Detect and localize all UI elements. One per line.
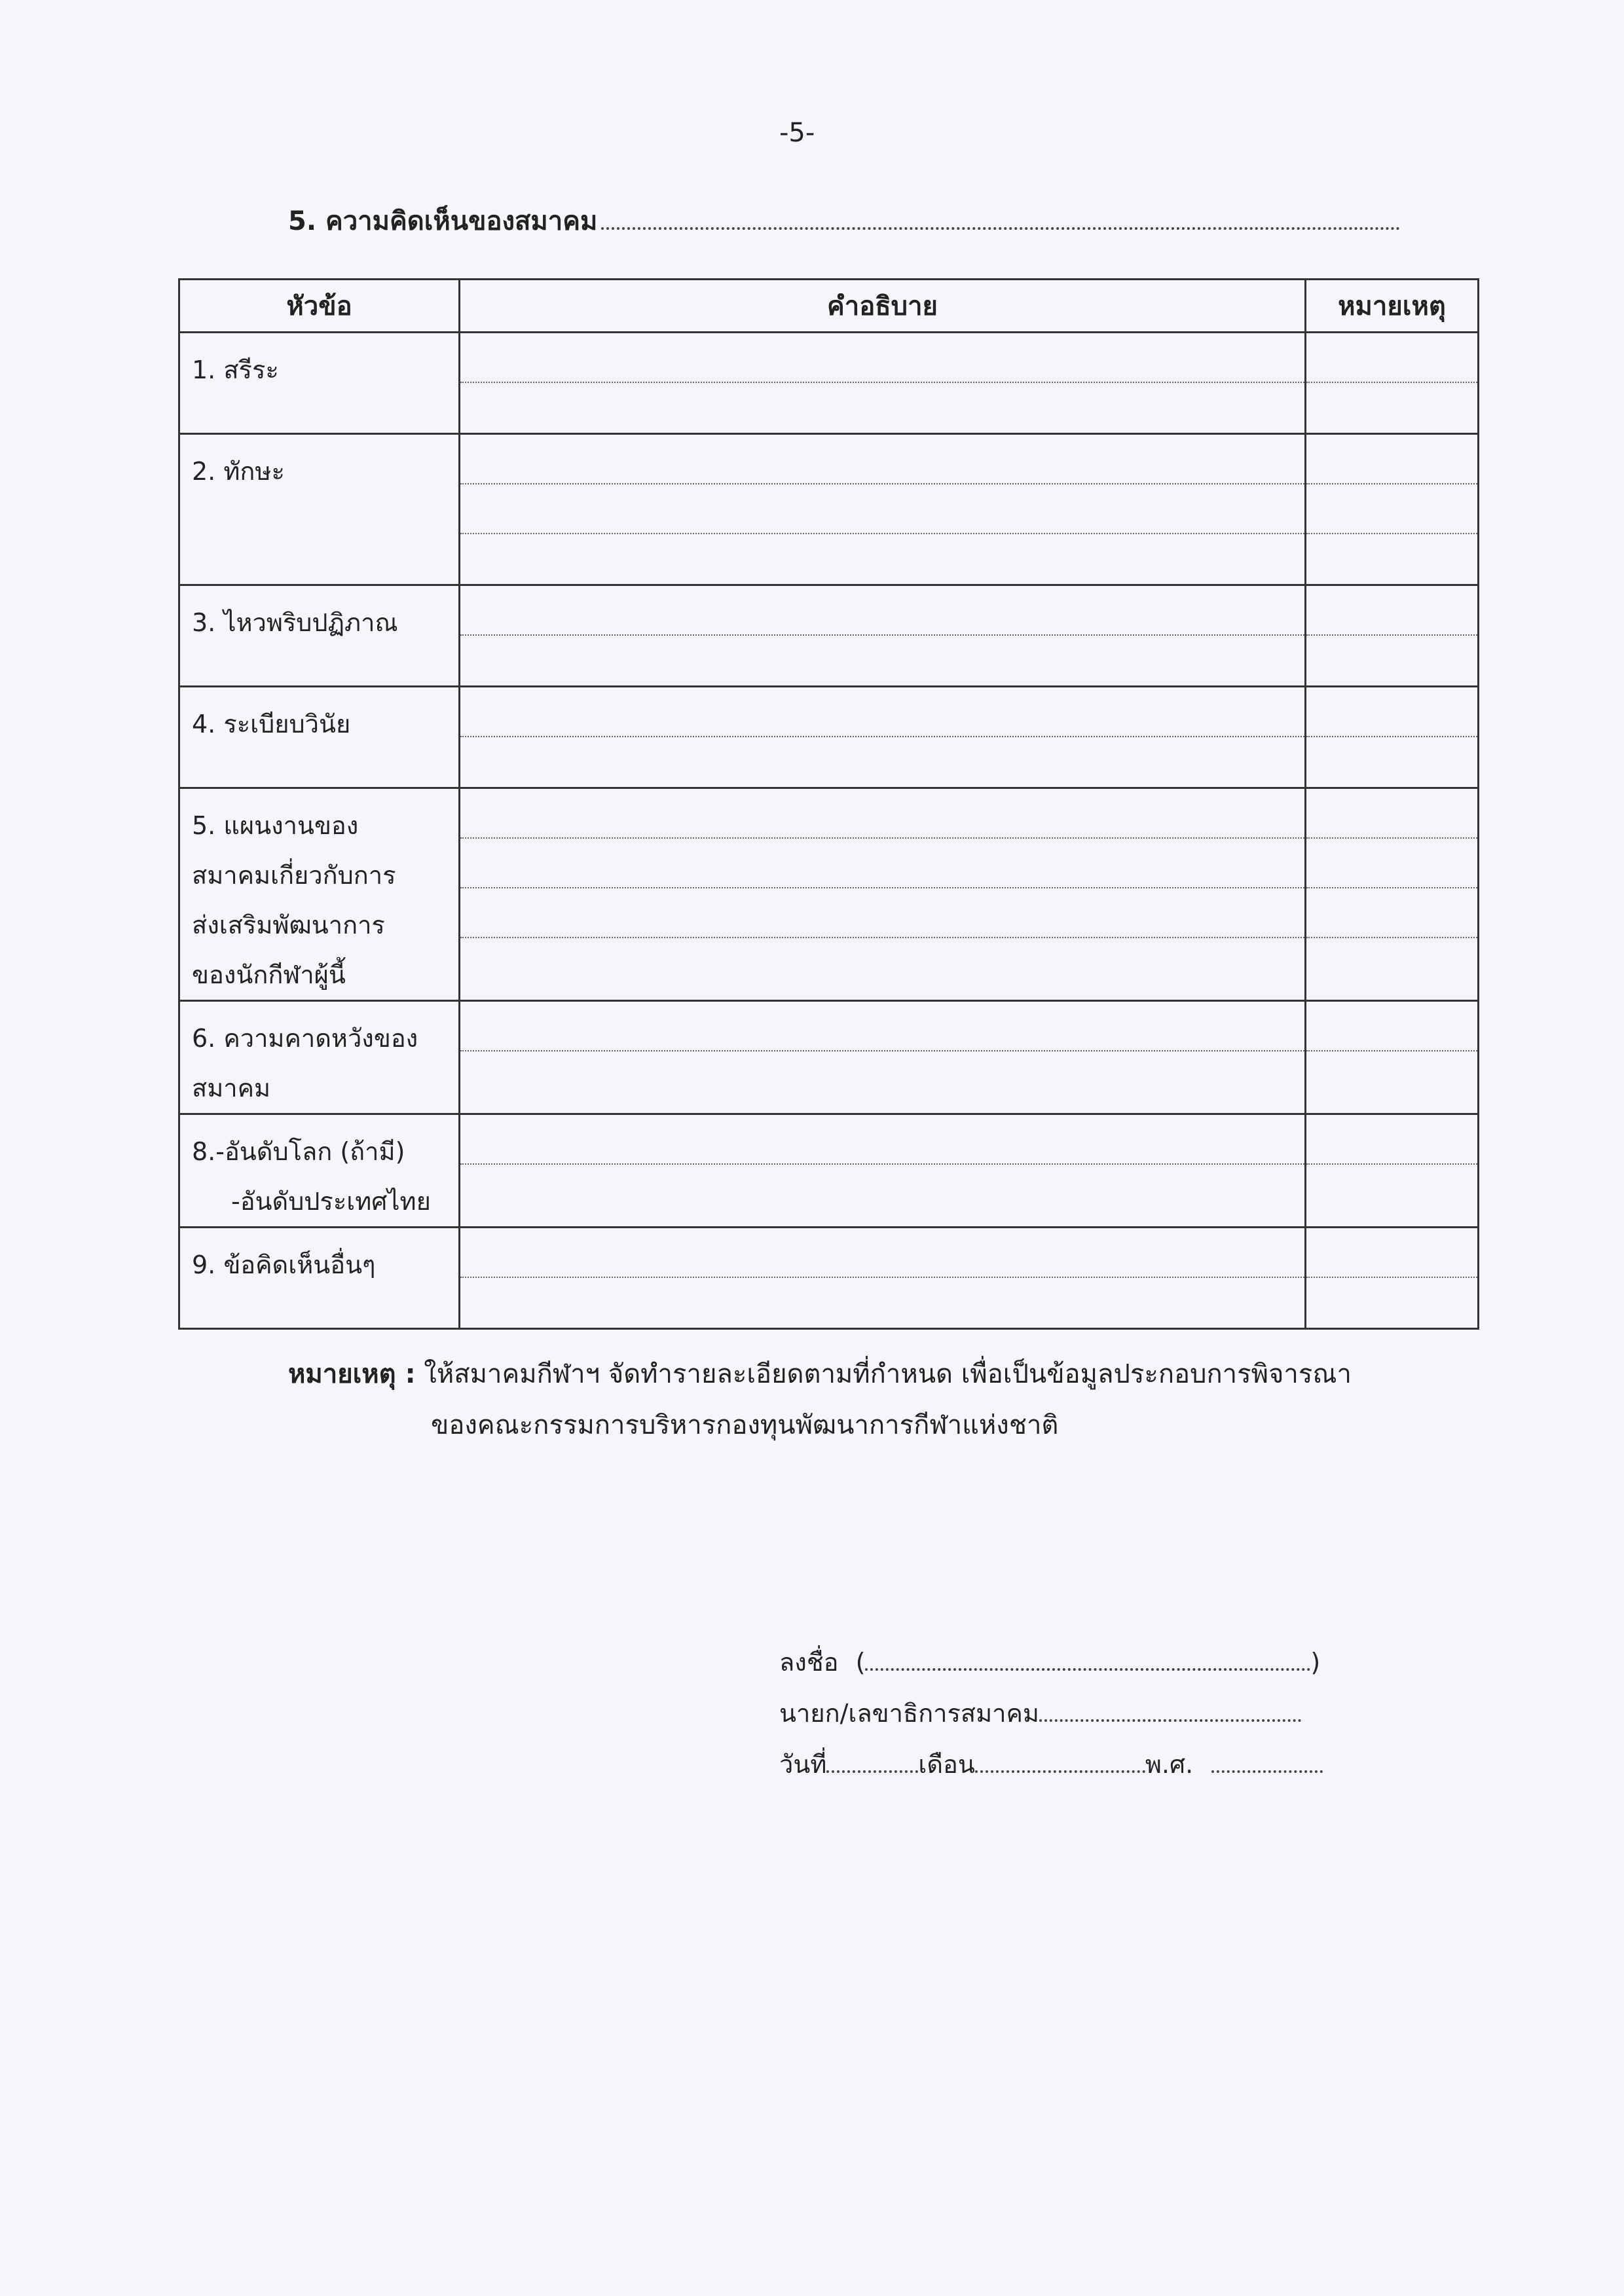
header-description: คำอธิบาย [460,280,1306,333]
date-label: วันที่ [779,1750,827,1779]
writing-line[interactable] [1306,636,1477,685]
day-field[interactable] [826,1751,918,1773]
footnote-line-1: ให้สมาคมกีฬาฯ จัดทำรายละเอียดตามที่กำหนด เพื่อเป็นข้อมูลประกอบการพิจารณา [424,1359,1352,1389]
heading-fill-line[interactable] [601,205,1400,230]
description-cell[interactable] [460,585,1306,687]
remark-cell[interactable] [1306,434,1479,585]
date-row [779,1739,1323,1790]
month-field[interactable] [975,1751,1145,1773]
writing-line[interactable] [1306,383,1477,433]
table-row [179,1001,1479,1114]
association-name-field[interactable] [1039,1700,1301,1722]
writing-line[interactable] [460,938,1304,988]
topic-line: 4. ระเบียบวินัย [192,710,351,738]
topic-line: 1. สรีระ [192,355,279,384]
remark-cell[interactable] [1306,1114,1479,1228]
writing-line[interactable] [460,839,1304,888]
table-row [179,434,1479,585]
writing-line[interactable] [460,789,1304,839]
sign-label: ลงชื่อ [779,1648,839,1677]
writing-line[interactable] [1306,687,1477,737]
topic-line: 6. ความคาดหวังของ [192,1024,418,1053]
writing-line[interactable] [460,333,1304,383]
remark-cell[interactable] [1306,333,1479,434]
footnote-line-2: ของคณะกรรมการบริหารกองทุนพัฒนาการกีฬาแห่งชาติ [431,1410,1059,1440]
close-paren: ) [1310,1648,1321,1677]
writing-line[interactable] [460,1278,1304,1328]
writing-line[interactable] [1306,737,1477,787]
header-remark: หมายเหตุ [1306,280,1479,333]
writing-line[interactable] [460,687,1304,737]
writing-line[interactable] [1306,888,1477,938]
table-row [179,333,1479,434]
table-body [179,333,1479,1329]
signature-name-field[interactable] [865,1649,1310,1671]
topic-line: 8.-อันดับโลก (ถ้ามี) [192,1137,405,1166]
topic-line: 9. ข้อคิดเห็นอื่นๆ [192,1250,376,1279]
description-cell[interactable] [460,434,1306,585]
topic-line: ส่งเสริมพัฒนาการ [192,911,385,939]
table-row [179,788,1479,1001]
topic-cell [179,333,460,434]
assessment-table [178,278,1479,1330]
description-cell[interactable] [460,1228,1306,1329]
writing-line[interactable] [460,888,1304,938]
section-heading [288,200,1400,242]
signature-block [779,1637,1323,1790]
writing-line[interactable] [460,1228,1304,1278]
topic-line: -อันดับประเทศไทย [231,1187,431,1216]
remark-cell[interactable] [1306,788,1479,1001]
description-cell[interactable] [460,687,1306,788]
table-row [179,585,1479,687]
writing-line[interactable] [1306,534,1477,584]
topic-line: ของนักกีฬาผู้นี้ [192,960,346,989]
table-row [179,1228,1479,1329]
year-field[interactable] [1211,1751,1323,1773]
footnote [288,1349,1414,1451]
topic-line: 3. ไหวพริบปฏิภาณ [192,608,398,637]
position-label: นายก/เลขาธิการสมาคม [779,1699,1039,1728]
topic-line: 5. แผนงานของ [192,811,359,840]
writing-line[interactable] [1306,839,1477,888]
topic-cell [179,585,460,687]
topic-line: สมาคมเกี่ยวกับการ [192,861,396,890]
topic-cell [179,1228,460,1329]
position-row [779,1688,1323,1739]
topic-cell [179,1114,460,1228]
writing-line[interactable] [1306,586,1477,636]
footnote-label: หมายเหตุ : [288,1359,416,1389]
writing-line[interactable] [1306,435,1477,484]
writing-line[interactable] [1306,484,1477,534]
header-topic: หัวข้อ [179,280,460,333]
topic-cell [179,687,460,788]
description-cell[interactable] [460,1001,1306,1114]
table-row [179,687,1479,788]
writing-line[interactable] [1306,1165,1477,1214]
table-row [179,1114,1479,1228]
writing-line[interactable] [1306,1002,1477,1051]
writing-line[interactable] [460,586,1304,636]
writing-line[interactable] [460,383,1304,433]
writing-line[interactable] [460,636,1304,685]
writing-line[interactable] [1306,1051,1477,1101]
writing-line[interactable] [1306,1278,1477,1328]
month-label: เดือน [918,1750,975,1779]
writing-line[interactable] [460,435,1304,484]
remark-cell[interactable] [1306,1001,1479,1114]
topic-cell [179,788,460,1001]
topic-cell [179,1001,460,1114]
writing-line[interactable] [460,1165,1304,1214]
writing-line[interactable] [460,484,1304,534]
writing-line[interactable] [460,1051,1304,1101]
writing-line[interactable] [460,534,1304,584]
remark-cell[interactable] [1306,1228,1479,1329]
page-number: -5- [779,118,815,148]
writing-line[interactable] [1306,1228,1477,1278]
description-cell[interactable] [460,1114,1306,1228]
year-label: พ.ศ. [1145,1750,1194,1779]
signature-row [779,1637,1323,1688]
remark-cell[interactable] [1306,687,1479,788]
table-header-row [179,280,1479,333]
description-cell[interactable] [460,333,1306,434]
topic-line: 2. ทักษะ [192,457,285,486]
description-cell[interactable] [460,788,1306,1001]
section-heading-text: 5. ความคิดเห็นของสมาคม [288,206,598,236]
open-paren: ( [855,1648,866,1677]
writing-line[interactable] [1306,938,1477,988]
writing-line[interactable] [1306,1115,1477,1165]
writing-line[interactable] [460,737,1304,787]
writing-line[interactable] [460,1002,1304,1051]
writing-line[interactable] [1306,789,1477,839]
writing-line[interactable] [1306,333,1477,383]
remark-cell[interactable] [1306,585,1479,687]
topic-line: สมาคม [192,1074,271,1102]
topic-cell [179,434,460,585]
writing-line[interactable] [460,1115,1304,1165]
